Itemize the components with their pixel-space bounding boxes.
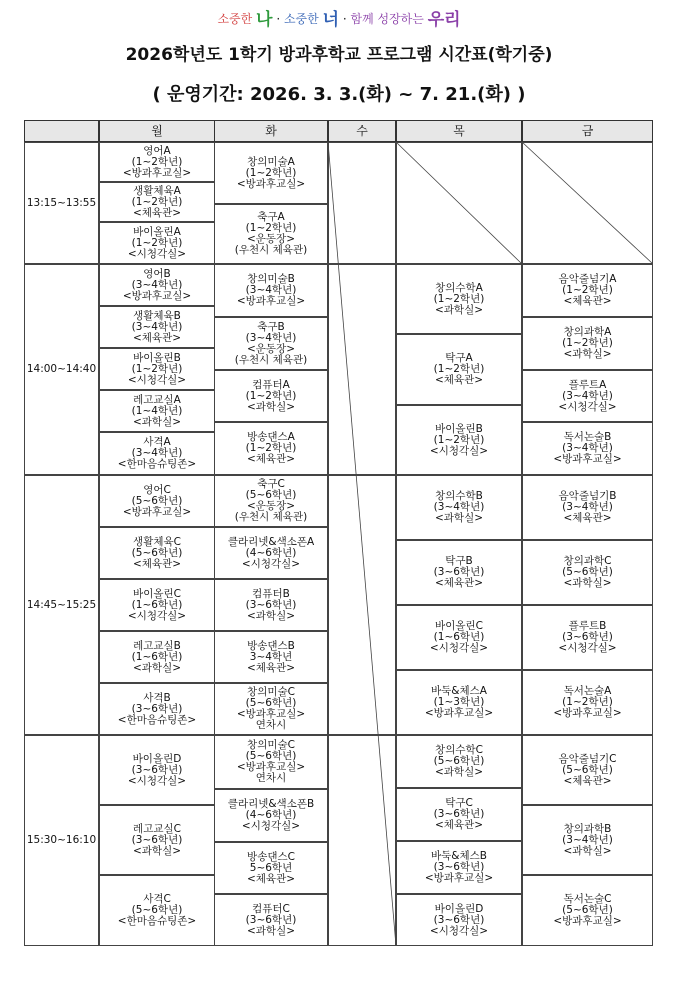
cell-line: 창의미술C: [247, 686, 295, 698]
cell-line: (3~4학년): [245, 284, 297, 296]
slogan-text-1: 소중한: [217, 12, 253, 26]
cell-line: (3~6학년): [131, 702, 183, 715]
cell-line: <시청각실>: [127, 609, 187, 622]
fri-empty-cell: [522, 142, 653, 264]
cell-line: (3~6학년): [245, 598, 297, 611]
program-cell-tue: [214, 142, 328, 204]
cell-line: (3~4학년): [131, 447, 183, 459]
wed-empty-cell: [328, 475, 396, 735]
cell-line: <운동장>: [246, 233, 296, 245]
program-cell-tue: [214, 579, 328, 631]
program-cell-fri: [522, 805, 653, 875]
time-slot: 14:00~14:40: [24, 264, 99, 475]
cell-line: (1~6학년): [131, 650, 183, 663]
cell-line: (5~6학년): [245, 697, 297, 709]
cell-line: (1~6학년): [131, 598, 183, 611]
program-cell-thu: [396, 264, 522, 334]
cell-line: <체육관>: [132, 331, 182, 344]
cell-line: (1~2학년): [562, 284, 613, 296]
program-cell-thu: [396, 475, 522, 540]
program-cell-thu: [396, 670, 522, 735]
cell-line: 독서논술C: [563, 893, 612, 905]
cell-line: 클라리넷&색소폰A: [227, 535, 315, 548]
cell-line: 바이올린B: [435, 422, 483, 435]
program-cell-mon: [99, 390, 215, 432]
day-header: 금: [522, 120, 653, 142]
cell-line: (1~2학년): [131, 362, 183, 375]
cell-line: (1~2학년): [245, 442, 297, 454]
document-title: 2026학년도 1학기 방과후학교 프로그램 시간표(학기중): [125, 45, 553, 65]
program-cell-tue: [214, 317, 328, 370]
cell-line: <한마음슈팅존>: [117, 713, 197, 726]
cell-line: <시청각실>: [127, 774, 187, 787]
cell-line: (3~4학년): [562, 833, 613, 846]
program-cell-thu: [396, 788, 522, 841]
day-header: 월: [99, 120, 215, 142]
cell-line: <체육관>: [246, 872, 296, 885]
cell-line: (5~6학년): [131, 904, 183, 916]
program-cell-tue: [214, 264, 328, 317]
cell-line: (3~6학년): [433, 566, 485, 578]
cell-line: <과학실>: [132, 844, 182, 857]
cell-line: 영어A: [143, 144, 171, 157]
cell-line: <시청각실>: [429, 642, 489, 654]
program-cell-mon: [99, 142, 215, 182]
cell-line: <체육관>: [132, 206, 182, 219]
time-slot: 13:15~13:55: [24, 142, 99, 264]
cell-line: 플루트A: [568, 378, 607, 391]
cell-line: (5~6학년): [562, 566, 613, 578]
cell-line: <방과후교실>: [424, 707, 494, 719]
cell-line: <체육관>: [434, 577, 484, 589]
timetable: [24, 120, 653, 946]
cell-line: (3~6학년): [433, 913, 485, 926]
cell-line: 플루트B: [568, 620, 607, 632]
program-cell-tue: [214, 735, 328, 789]
program-cell-thu: [396, 540, 522, 605]
cell-line: 바이올린A: [133, 225, 181, 238]
cell-line: 영어B: [143, 267, 171, 280]
cell-line: (3~4학년): [131, 320, 183, 333]
cell-line: (5~6학년): [433, 755, 485, 767]
program-cell-mon: [99, 631, 215, 683]
cell-line: (1~2학년): [245, 166, 297, 179]
cell-line: 음악줄넘기A: [558, 273, 617, 285]
cell-line: 창의과학A: [563, 326, 612, 338]
cell-line: <체육관>: [246, 453, 296, 465]
cell-line: 독서논술B: [563, 431, 612, 443]
cell-line: (3~6학년): [433, 808, 485, 820]
wed-empty-cell: [328, 142, 396, 264]
cell-line: 생활체육C: [133, 535, 181, 548]
cell-line: <체육관>: [434, 819, 484, 831]
cell-line: <체육관>: [132, 557, 182, 570]
cell-line: <방과후교실>: [122, 289, 192, 302]
cell-line: <방과후교실>: [553, 453, 622, 465]
cell-line: <시청각실>: [127, 247, 187, 260]
day-header: 수: [328, 120, 396, 142]
cell-line: <시청각실>: [558, 642, 617, 654]
cell-line: 연차시: [255, 719, 287, 731]
cell-line: 바이올린D: [434, 902, 484, 915]
cell-line: <시청각실>: [127, 373, 187, 386]
cell-line: (1~2학년): [562, 696, 613, 708]
operation-period: ( 운영기간: 2026. 3. 3.(화) ~ 7. 21.(화) ): [152, 84, 526, 105]
cell-line: 레고교실A: [133, 393, 181, 406]
cell-line: <방과후교실>: [236, 761, 306, 773]
cell-line: 바이올린C: [133, 587, 181, 600]
program-cell-fri: [522, 370, 653, 422]
cell-line: (우천시 체육관): [234, 244, 308, 256]
program-cell-fri: [522, 317, 653, 370]
cell-line: <방과후교실>: [122, 505, 192, 518]
cell-line: <과학실>: [434, 766, 484, 778]
program-cell-fri: [522, 670, 653, 735]
wed-empty-cell: [328, 735, 396, 946]
program-cell-fri: [522, 422, 653, 475]
program-cell-tue: [214, 422, 328, 475]
cell-line: <체육관>: [563, 295, 612, 307]
program-cell-mon: [99, 805, 215, 875]
cell-line: (5~6학년): [562, 763, 613, 776]
cell-line: <체육관>: [434, 374, 484, 386]
cell-line: <체육관>: [563, 512, 612, 524]
cell-line: <과학실>: [563, 348, 612, 360]
cell-line: <과학실>: [563, 844, 612, 857]
program-cell-fri: [522, 264, 653, 317]
header-blank: [24, 120, 99, 142]
time-slot: 15:30~16:10: [24, 735, 99, 946]
slogan-sep-2: ·: [342, 12, 347, 26]
cell-line: (3~4학년): [562, 501, 613, 513]
cell-line: 방송댄스A: [247, 431, 295, 443]
cell-line: 창의수학C: [435, 744, 483, 756]
program-cell-mon: [99, 579, 215, 631]
cell-line: (5~6학년): [245, 489, 297, 501]
cell-line: 사격B: [143, 691, 171, 704]
cell-line: 컴퓨터C: [252, 902, 290, 915]
wed-empty-cell: [328, 264, 396, 475]
cell-line: 축구A: [257, 211, 285, 223]
program-cell-mon: [99, 475, 215, 527]
school-slogan: [0, 8, 678, 30]
cell-line: (3~4학년): [245, 331, 297, 344]
cell-line: 클라리넷&색소폰B: [227, 798, 315, 810]
cell-line: <시청각실>: [429, 924, 489, 937]
cell-line: <방과후교실>: [122, 166, 192, 179]
cell-line: (1~6학년): [433, 631, 485, 643]
cell-line: 독서논술A: [563, 685, 612, 697]
program-cell-tue: [214, 370, 328, 422]
cell-line: <과학실>: [246, 609, 296, 622]
cell-line: <과학실>: [246, 400, 296, 413]
program-cell-mon: [99, 306, 215, 348]
cell-line: 축구B: [257, 320, 285, 333]
cell-line: (3~6학년): [562, 631, 613, 643]
cell-line: 바이올린C: [435, 620, 483, 632]
cell-line: (4~6학년): [245, 809, 297, 821]
program-cell-thu: [396, 894, 522, 946]
cell-line: 창의미술C: [247, 739, 295, 751]
cell-line: 탁구A: [445, 352, 473, 364]
cell-line: (1~2학년): [131, 155, 183, 168]
day-header: 목: [396, 120, 522, 142]
cell-line: 창의수학B: [435, 490, 483, 502]
program-cell-tue: [214, 475, 328, 527]
cell-line: <과학실>: [132, 415, 182, 428]
thu-empty-cell: [396, 142, 522, 264]
cell-line: 5~6학년: [249, 861, 293, 874]
cell-line: 사격A: [143, 436, 171, 448]
program-cell-fri: [522, 540, 653, 605]
cell-line: 레고교실C: [133, 822, 181, 835]
cell-line: 축구C: [257, 478, 285, 490]
cell-line: (3~4학년): [131, 278, 183, 291]
cell-line: 바이올린D: [132, 752, 182, 765]
cell-line: (1~2학년): [433, 363, 485, 375]
slogan-glyph-2: 너: [322, 10, 340, 30]
cell-line: 사격C: [143, 893, 171, 905]
program-cell-mon: [99, 875, 215, 946]
cell-line: <시청각실>: [558, 400, 617, 413]
cell-line: <한마음슈팅존>: [117, 915, 197, 927]
cell-line: <과학실>: [434, 512, 484, 524]
program-cell-mon: [99, 222, 215, 264]
slogan-sep-1: ·: [276, 12, 281, 26]
cell-line: 창의과학C: [563, 555, 612, 567]
cell-line: <방과후교실>: [553, 915, 622, 927]
cell-line: 탁구B: [445, 555, 473, 567]
cell-line: 생활체육A: [133, 184, 181, 197]
cell-line: <과학실>: [563, 577, 612, 589]
cell-line: 바이올린B: [133, 351, 181, 364]
cell-line: <방과후교실>: [236, 708, 306, 720]
time-slot: 14:45~15:25: [24, 475, 99, 735]
cell-line: 창의미술A: [247, 155, 295, 168]
program-cell-tue: [214, 789, 328, 842]
cell-line: (3~6학년): [433, 861, 485, 873]
cell-line: 컴퓨터B: [252, 587, 290, 600]
cell-line: (5~6학년): [245, 750, 297, 762]
cell-line: <과학실>: [132, 661, 182, 674]
cell-line: (3~4학년): [562, 389, 613, 402]
program-cell-mon: [99, 527, 215, 579]
cell-line: 연차시: [255, 772, 287, 784]
cell-line: <방과후교실>: [236, 177, 306, 190]
cell-line: 방송댄스B: [247, 639, 295, 652]
cell-line: 바둑&체스A: [431, 685, 487, 697]
cell-line: 영어C: [143, 483, 171, 496]
program-cell-fri: [522, 475, 653, 540]
program-cell-fri: [522, 735, 653, 805]
program-cell-fri: [522, 875, 653, 946]
cell-line: <방과후교실>: [553, 707, 622, 719]
cell-line: 음악줄넘기C: [558, 752, 617, 765]
program-cell-mon: [99, 348, 215, 390]
cell-line: 바둑&체스B: [431, 850, 487, 862]
program-cell-mon: [99, 683, 215, 735]
cell-line: (1~2학년): [245, 222, 297, 234]
cell-line: (3~6학년): [245, 913, 297, 926]
cell-line: <시청각실>: [241, 820, 301, 832]
program-cell-mon: [99, 182, 215, 222]
program-cell-mon: [99, 264, 215, 306]
cell-line: 음악줄넘기B: [558, 490, 617, 502]
cell-line: (1~4학년): [131, 404, 183, 417]
cell-line: 방송댄스C: [247, 850, 295, 863]
program-cell-thu: [396, 334, 522, 405]
program-cell-fri: [522, 605, 653, 670]
cell-line: (우천시 체육관): [234, 511, 308, 523]
cell-line: (1~2학년): [433, 433, 485, 446]
program-cell-tue: [214, 204, 328, 264]
cell-line: <과학실>: [246, 924, 296, 937]
day-header: 화: [214, 120, 328, 142]
cell-line: <방과후교실>: [424, 872, 494, 884]
program-cell-mon: [99, 432, 215, 475]
cell-line: <운동장>: [246, 500, 296, 512]
program-cell-tue: [214, 631, 328, 683]
cell-line: 생활체육B: [133, 309, 181, 322]
cell-line: <과학실>: [434, 303, 484, 316]
cell-line: (5~6학년): [131, 546, 183, 559]
cell-line: 컴퓨터A: [252, 378, 290, 391]
cell-line: <체육관>: [246, 661, 296, 674]
cell-line: 창의과학B: [563, 822, 612, 835]
cell-line: (1~2학년): [131, 195, 183, 208]
cell-line: 3~4학년: [249, 650, 293, 663]
cell-line: 창의수학A: [435, 281, 483, 294]
cell-line: 레고교실B: [133, 639, 181, 652]
cell-line: (3~4학년): [433, 501, 485, 513]
slogan-text-2: 소중한: [283, 12, 319, 26]
cell-line: (4~6학년): [245, 546, 297, 559]
cell-line: (1~2학년): [562, 337, 613, 349]
cell-line: <운동장>: [246, 342, 296, 355]
slogan-glyph-1: 나: [256, 10, 273, 30]
cell-line: <시청각실>: [241, 557, 301, 570]
cell-line: <체육관>: [563, 774, 612, 787]
cell-line: <시청각실>: [429, 444, 489, 457]
cell-line: <방과후교실>: [236, 295, 306, 307]
slogan-glyph-3: 우리: [427, 10, 461, 30]
cell-line: (5~6학년): [562, 904, 613, 916]
program-cell-tue: [214, 527, 328, 579]
cell-line: (3~6학년): [131, 833, 183, 846]
slogan-text-3: 함께 성장하는: [350, 12, 424, 26]
cell-line: (1~3학년): [433, 696, 485, 708]
cell-line: <한마음슈팅존>: [117, 458, 197, 470]
cell-line: (우천시 체육관): [234, 353, 308, 366]
cell-line: 창의미술B: [247, 273, 295, 285]
cell-line: (1~2학년): [245, 389, 297, 402]
program-cell-tue: [214, 894, 328, 946]
cell-line: (1~2학년): [131, 236, 183, 249]
program-cell-thu: [396, 841, 522, 894]
program-cell-thu: [396, 405, 522, 475]
cell-line: 탁구C: [445, 797, 473, 809]
program-cell-tue: [214, 842, 328, 894]
program-cell-tue: [214, 683, 328, 735]
cell-line: (3~6학년): [131, 763, 183, 776]
program-cell-thu: [396, 735, 522, 788]
program-cell-mon: [99, 735, 215, 805]
program-cell-thu: [396, 605, 522, 670]
cell-line: (5~6학년): [131, 494, 183, 507]
cell-line: (1~2학년): [433, 292, 485, 305]
cell-line: (3~4학년): [562, 442, 613, 454]
